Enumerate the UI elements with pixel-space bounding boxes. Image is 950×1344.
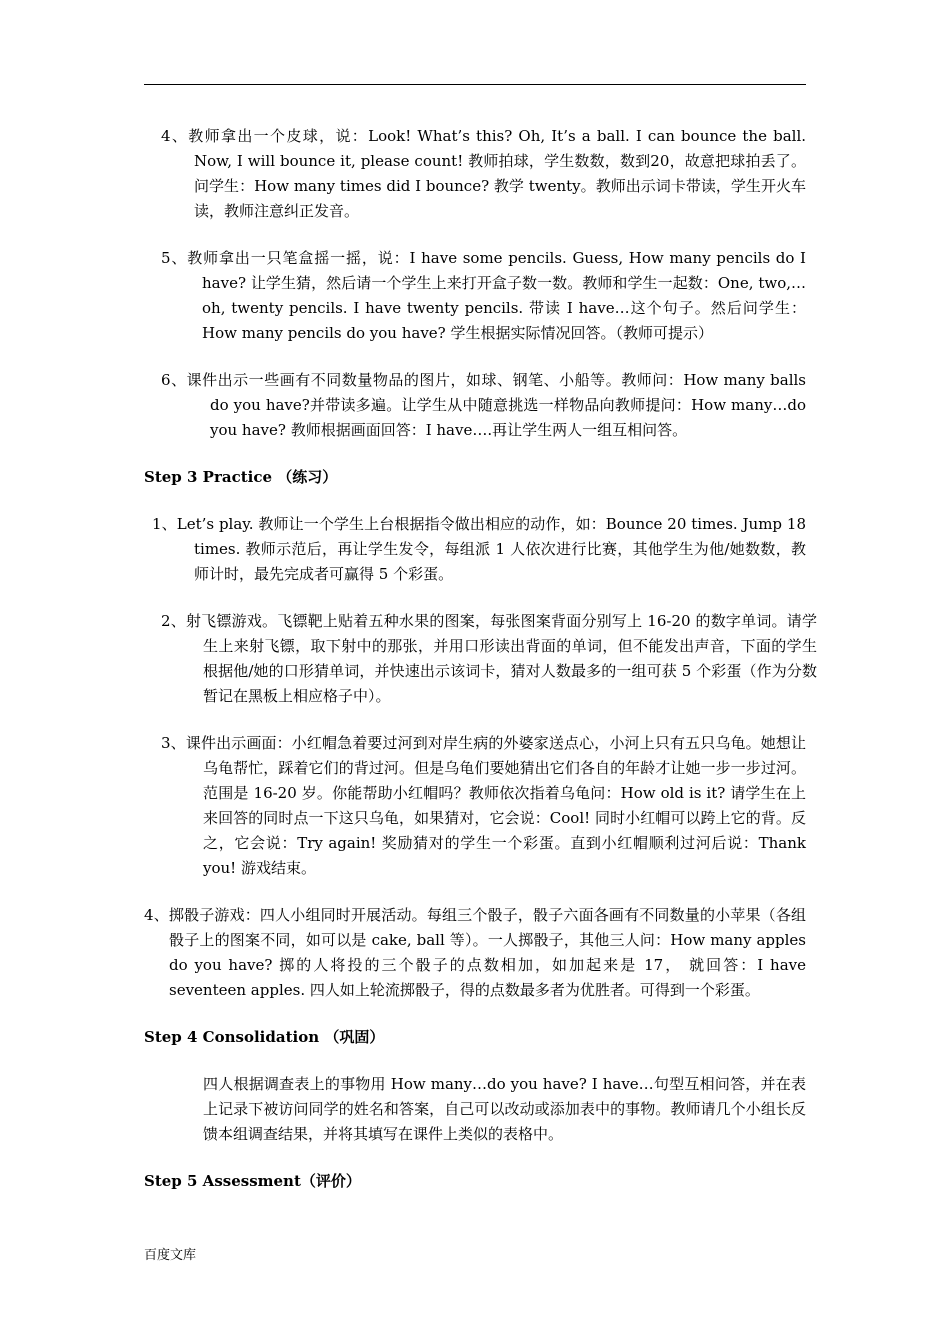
item-text: 课件出示画面：小红帽急着要过河到对岸生病的外婆家送点心，小河上只有五只乌龟。她想让乌龟帮忙，踩着它们的背过河。但是乌龟们要她猜出它们各自的年龄才让她一步一步过河。范围是 16-20 岁。你能帮助小红帽吗？教师依次指着乌龟问：How old is it? 请学生在上来回答的同时点一下这只乌龟，如果猜对，它会说：Cool! 同时小红帽可以跨上它的背。反之，它会说：Try again! 奖励猜对的学生一个彩蛋。直到小红帽顺利过河后说：Thank you! 游戏结束。 xyxy=(185,734,806,877)
item-number: 1、 xyxy=(152,515,177,533)
step3-item-3 xyxy=(161,731,806,881)
item-number: 2、 xyxy=(161,612,186,630)
item-number: 4、 xyxy=(161,127,189,145)
step5-heading-text: Step 5 Assessment xyxy=(144,1172,301,1190)
step3-item-2 xyxy=(161,609,817,709)
footer-label: 百度文库 xyxy=(144,1248,197,1263)
item-text: Let’s play. 教师让一个学生上台根据指令做出相应的动作，如：Bounce 20 times. Jump 18 times. 教师示范后，再让学生发令，每组派 1 人依次进行比赛，其他学生为他/她数数，教师计时，最先完成者可赢得 5 个彩蛋。 xyxy=(176,515,806,583)
step4-heading-text: Step 4 Consolidation xyxy=(144,1028,320,1046)
step5-heading xyxy=(144,1169,361,1194)
step3-item-4 xyxy=(144,903,806,1003)
step4-heading xyxy=(144,1025,384,1050)
step3-heading-text: Step 3 Practice xyxy=(144,468,273,486)
item-number: 5、 xyxy=(161,249,188,267)
step2-item-6 xyxy=(161,368,806,443)
item-text: 教师拿出一个皮球，说：Look! What’s this? Oh, It’s a ball. I can bounce the ball. Now, I will bounce it, please count! 教师拍球，学生数数，数到20，故意把球拍丢了。问学生：How many times did I bounce? 教学 twenty。教师出示词卡带读，学生开火车读，教师注意纠正发音。 xyxy=(188,127,807,220)
item-number: 3、 xyxy=(161,734,186,752)
header-rule xyxy=(144,84,806,85)
item-text: 课件出示一些画有不同数量物品的图片，如球、钢笔、小船等。教师问：How many balls do you have?并带读多遍。让学生从中随意挑选一样物品向教师提问：How many…do you have? 教师根据画面回答：I have….再让学生两人一组互相问答。 xyxy=(186,371,806,439)
item-text: 射飞镖游戏。飞镖靶上贴着五种水果的图案，每张图案背面分别写上 16-20 的数字单词。请学生上来射飞镖，取下射中的那张，并用口形读出背面的单词，但不能发出声音，下面的学生根据他/她的口形猜单词，并快速出示该词卡，猜对人数最多的一组可获 5 个彩蛋（作为分数暂记在黑板上相应格子中）。 xyxy=(185,612,817,705)
step2-item-4 xyxy=(161,124,806,224)
step2-item-5 xyxy=(161,246,806,346)
item-number: 4、 xyxy=(144,906,169,924)
step4-paragraph xyxy=(203,1072,806,1147)
item-text: 教师拿出一只笔盒摇一摇，说：I have some pencils. Guess, How many pencils do I have? 让学生猜，然后请一个学生上来打开盒子数一数。教师和学生一起数：One, two,…oh, twenty pencils. I have twenty pencils. 带读 I have…这个句子。然后问学生：How many pencils do you have? 学生根据实际情况回答。（教师可提示） xyxy=(187,249,806,342)
step3-item-1 xyxy=(152,512,806,587)
step4-text: 四人根据调查表上的事物用 How many…do you have? I have…句型互相问答，并在表上记录下被访问同学的姓名和答案，自己可以改动或添加表中的事物。教师请几个小组长反馈本组调查结果，并将其填写在课件上类似的表格中。 xyxy=(203,1075,806,1143)
step3-heading-zh: （练习） xyxy=(277,468,338,486)
item-text: 掷骰子游戏：四人小组同时开展活动。每组三个骰子，骰子六面各画有不同数量的小苹果（各组骰子上的图案不同，如可以是 cake, ball 等）。一人掷骰子，其他三人问：How many apples do you have? 掷的人将投的三个骰子的点数相加，如加起来是 17， 就回答：I have seventeen apples. 四人如上轮流掷骰子，得的点数最多者为优胜者。可得到一个彩蛋。 xyxy=(168,906,806,999)
step4-heading-zh: （巩固） xyxy=(324,1028,385,1046)
item-number: 6、 xyxy=(161,371,187,389)
step3-heading xyxy=(144,465,337,490)
step5-heading-zh: （评价） xyxy=(300,1172,361,1190)
